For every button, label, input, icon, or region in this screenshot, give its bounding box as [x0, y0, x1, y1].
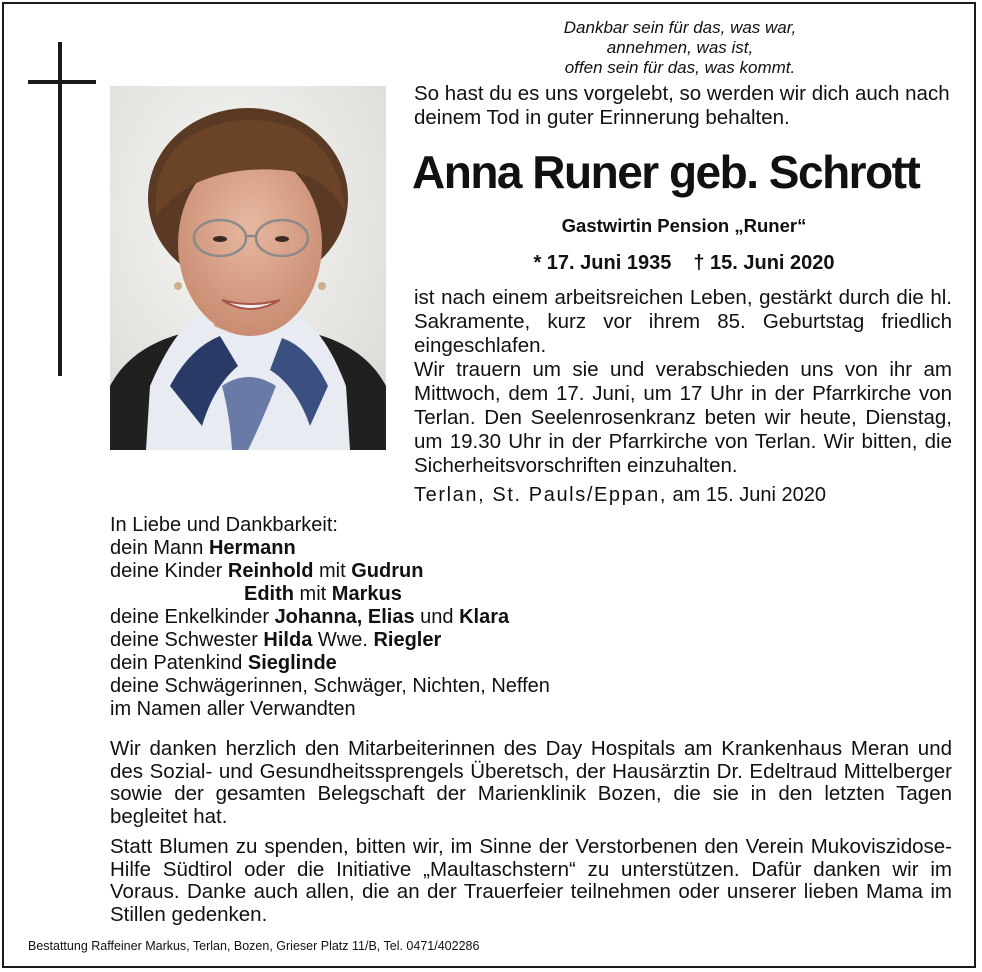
family-line-relatives: im Namen aller Verwandten [110, 698, 356, 720]
motto-line: annehmen, was ist, [606, 38, 754, 57]
family-line-husband [110, 537, 670, 560]
relative-name: Hilda [263, 629, 313, 651]
funeral-home-footer: Bestattung Raffeiner Markus, Terlan, Bozen, Grieser Platz 11/B, Tel. 0471/402286 [28, 939, 480, 953]
lead-text: So hast du es uns vorgelebt, so werden wir dich auch nach deinem Tod in guter Erinnerung behalten. [414, 82, 950, 129]
joiner-text: und [414, 606, 460, 628]
family-line-godchild [110, 652, 670, 675]
deceased-name: Anna Runer geb. Schrott [412, 146, 920, 198]
family-intro: In Liebe und Dankbarkeit: [110, 514, 338, 536]
relative-name: Markus [331, 583, 402, 605]
relative-name: Gudrun [351, 560, 424, 582]
death-date: † 15. Juni 2020 [693, 252, 835, 274]
relation-label: deine Schwester [110, 629, 264, 651]
relation-label: deine Enkelkinder [110, 606, 275, 628]
place-date: am 15. Juni 2020 [666, 484, 826, 506]
relation-label: deine Kinder [110, 560, 228, 582]
relative-name: Riegler [373, 629, 442, 651]
portrait-photo [110, 86, 386, 450]
thanks-paragraph: Wir danken herzlich den Mitarbeiterinnen des Day Hospitals am Krankenhaus Meran und des Sozial- und Gesundheitssprengels Überetsch, der Hausärztin Dr. Edeltraud Mittelberger sowie der gesamten Belegschaft der Marienklinik Bozen, die sie in den letzten Tagen begleitet hat. [110, 737, 952, 828]
motto-quote [505, 18, 855, 78]
announcement-paragraph: ist nach einem arbeitsreichen Leben, gestärkt durch die hl. Sakramente, kurz vor ihrem 85. Geburtstag friedlich eingeschlafen. [414, 286, 952, 357]
family-line-inlaws: deine Schwägerinnen, Schwäger, Nichten, Neffen [110, 675, 550, 697]
relative-name: Edith [244, 583, 294, 605]
motto-line: Dankbar sein für das, was war, [563, 18, 797, 37]
motto-line: offen sein für das, was kommt. [564, 58, 796, 77]
joiner-text: mit [313, 560, 352, 582]
occupation: Gastwirtin Pension „Runer“ [561, 215, 807, 236]
relation-label: dein Patenkind [110, 652, 248, 674]
cross-horizontal-bar [28, 80, 96, 84]
thanks-text [110, 738, 952, 926]
family-line-sister [110, 629, 670, 652]
family-list [110, 514, 670, 721]
relation-label: dein Mann [110, 537, 209, 559]
joiner-text: mit [294, 583, 332, 605]
family-line-children [110, 560, 670, 583]
announcement-paragraph: Wir trauern um sie und verabschieden uns von ihr am Mittwoch, dem 17. Juni, um 17 Uhr in der Pfarrkirche von Terlan. Den Seelenrosenkranz beten wir heute, Dienstag, um 19.30 Uhr in der Pfarrkirche von Terlan. Wir bitten, die Sicherheitsvorschriften einzuhalten. [414, 358, 952, 477]
family-line-children-2 [110, 583, 670, 606]
place-and-date [414, 483, 954, 507]
joiner-text: Wwe. [312, 629, 374, 651]
place-locations: Terlan, St. Pauls/Eppan, [414, 484, 667, 506]
family-line-grandchildren [110, 606, 670, 629]
announcement-text [414, 286, 952, 478]
relative-name: Hermann [208, 537, 296, 559]
relative-name: Sieglinde [247, 652, 337, 674]
relative-name: Johanna, Elias [274, 606, 415, 628]
donation-paragraph: Statt Blumen zu spenden, bitten wir, im Sinne der Verstorbenen den Verein Mukoviszidose-Hilfe Südtirol oder die Initiative „Maultaschstern“ zu unterstützen. Dafür danken wir im Voraus. Danke auch allen, die an der Trauerfeier teilnehmen oder unserer lieben Mama im Stillen gedenken. [110, 835, 952, 926]
relative-name: Klara [459, 606, 510, 628]
life-dates [414, 250, 954, 276]
cross-vertical-bar [58, 42, 62, 376]
relative-name: Reinhold [227, 560, 314, 582]
birth-date: * 17. Juni 1935 [533, 252, 672, 274]
